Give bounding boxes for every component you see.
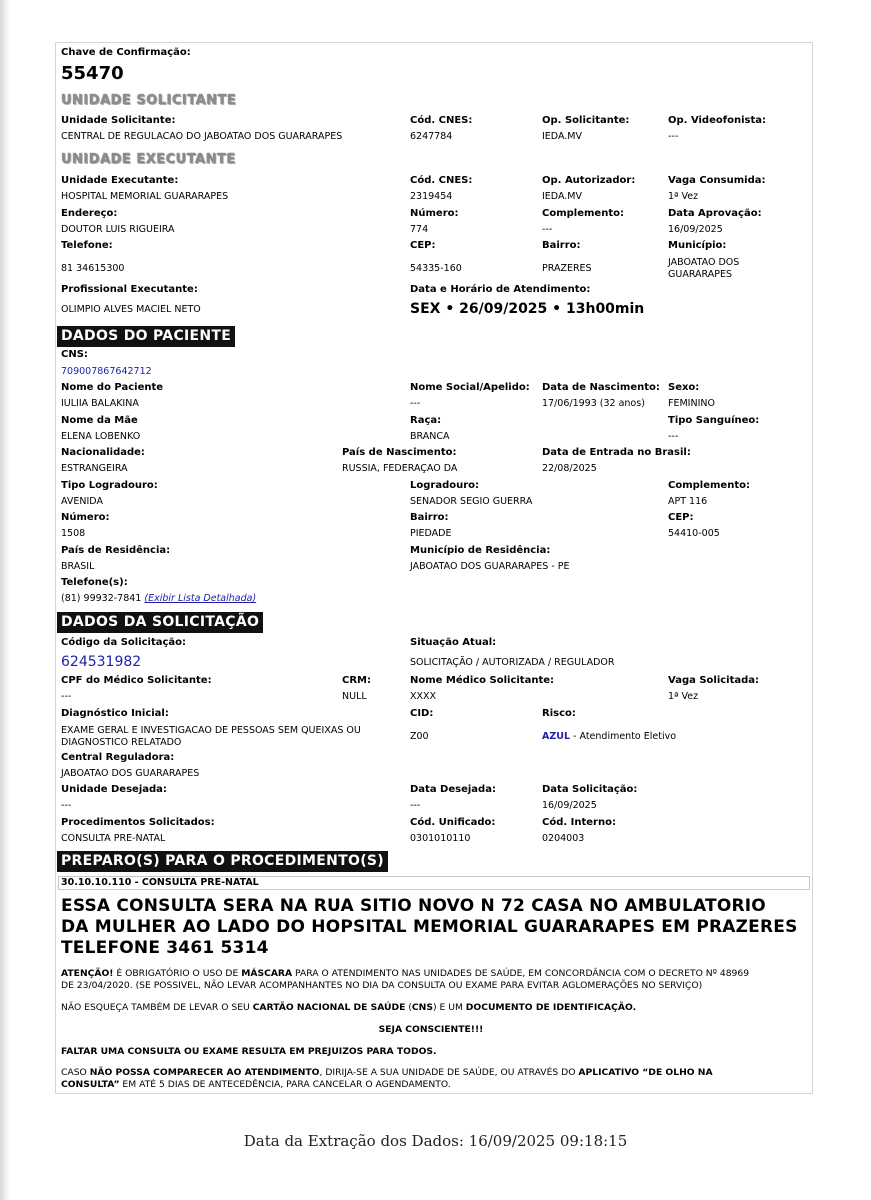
nome-mae-label: Nome da Mãe	[61, 415, 138, 426]
municipio-exec-value-line2: GUARARAPES	[668, 269, 733, 280]
cep-pac-label: CEP:	[668, 512, 694, 523]
notice-line-1: ESSA CONSULTA SERA NA RUA SITIO NOVO N 72 CASA NO AMBULATORIO	[61, 896, 766, 916]
procedimentos-value: CONSULTA PRE-NATAL	[61, 833, 166, 844]
cep-pac-value: 54410-005	[668, 528, 720, 539]
pais-nascimento-value: RUSSIA, FEDERAÇAO DA	[342, 463, 458, 474]
nome-medico-label: Nome Médico Solicitante:	[410, 675, 555, 686]
bairro-exec-label: Bairro:	[542, 240, 581, 251]
nome-paciente-label: Nome do Paciente	[61, 382, 164, 393]
telefones-label: Telefone(s):	[61, 577, 128, 588]
unidade-solicitante-label: Unidade Solicitante:	[61, 115, 176, 126]
endereco-label: Endereço:	[61, 208, 118, 219]
procedure-line: 30.10.10.110 - CONSULTA PRE-NATAL	[61, 877, 259, 888]
pais-residencia-label: País de Residência:	[61, 545, 171, 556]
cep-exec-label: CEP:	[410, 240, 436, 251]
complemento-pac-label: Complemento:	[668, 480, 750, 491]
unidade-desejada-value: ---	[61, 800, 72, 811]
telefones-row	[61, 593, 256, 605]
data-aprovacao-value: 16/09/2025	[668, 224, 723, 235]
complemento-exec-value: ---	[542, 224, 553, 235]
vaga-consumida-value: 1ª Vez	[668, 191, 699, 202]
diagnostico-value-line1: EXAME GERAL E INVESTIGACAO DE PESSOAS SEM QUEIXAS OU	[61, 725, 361, 736]
telefone-exec-label: Telefone:	[61, 240, 113, 251]
tipo-logradouro-value: AVENIDA	[61, 496, 103, 507]
atencao-text-1: É OBRIGATÓRIO O USO DE	[113, 968, 242, 979]
op-videofonista-value: ---	[668, 131, 679, 142]
data-aprovacao-label: Data Aprovação:	[668, 208, 762, 219]
profissional-label: Profissional Executante:	[61, 284, 198, 295]
central-reguladora-value: JABOATAO DOS GUARARAPES	[61, 768, 200, 779]
op-solicitante-label: Op. Solicitante:	[542, 115, 630, 126]
notice-line-2: DA MULHER AO LADO DO HOPSITAL MEMORIAL GUARARAPES EM PRAZERES	[61, 917, 798, 937]
seja-consciente: SEJA CONSCIENTE!!!	[378, 1024, 484, 1035]
cid-value: Z00	[410, 731, 429, 742]
cns-value: 709007867642712	[61, 366, 152, 377]
consulta-bold: CONSULTA”	[61, 1079, 120, 1090]
notice-line-3: TELEFONE 3461 5314	[61, 938, 269, 958]
page-edge-shadow	[0, 0, 10, 1200]
nome-social-label: Nome Social/Apelido:	[410, 382, 530, 393]
atendimento-value: SEX • 26/09/2025 • 13h00min	[410, 301, 645, 317]
cnes-exec-label: Cód. CNES:	[410, 175, 473, 186]
cpf-medico-label: CPF do Médico Solicitante:	[61, 675, 212, 686]
data-desejada-label: Data Desejada:	[410, 784, 496, 795]
data-solicitacao-label: Data Solicitação:	[542, 784, 638, 795]
mascara-bold: MÁSCARA	[241, 968, 293, 979]
cnes-sol-value: 6247784	[410, 131, 453, 142]
data-extracao: Data da Extração dos Dados: 16/09/2025 09:18:15	[243, 1132, 628, 1150]
consultation-location-notice	[61, 896, 811, 959]
unidade-executante-value: HOSPITAL MEMORIAL GUARARAPES	[61, 191, 229, 202]
municipio-exec-label: Município:	[668, 240, 727, 251]
raca-label: Raça:	[410, 415, 442, 426]
cid-label: CID:	[410, 708, 434, 719]
vaga-solicitada-value: 1ª Vez	[668, 691, 699, 702]
tipo-logradouro-label: Tipo Logradouro:	[61, 480, 158, 491]
dados-solicitacao-heading: DADOS DA SOLICITAÇÃO	[57, 612, 263, 633]
bairro-pac-label: Bairro:	[410, 512, 449, 523]
cpf-medico-value: ---	[61, 691, 72, 702]
cnes-exec-value: 2319454	[410, 191, 453, 202]
nome-paciente-value: IULIIA BALAKINA	[61, 398, 139, 409]
documento-bold: DOCUMENTO DE IDENTIFICAÇÃO.	[465, 1002, 637, 1013]
data-nascimento-value: 17/06/1993 (32 anos)	[542, 398, 645, 409]
cod-unificado-label: Cód. Unificado:	[410, 817, 496, 828]
confirmation-key-value: 55470	[61, 63, 124, 84]
atencao-paragraph	[61, 968, 801, 992]
telefones-value: (81) 99932-7841	[61, 593, 142, 604]
data-nascimento-label: Data de Nascimento:	[542, 382, 660, 393]
data-entrada-label: Data de Entrada no Brasil:	[542, 447, 691, 458]
logradouro-value: SENADOR SEGIO GUERRA	[410, 496, 533, 507]
vaga-solicitada-label: Vaga Solicitada:	[668, 675, 760, 686]
cep-exec-value: 54335-160	[410, 263, 462, 274]
atencao-text-2: PARA O ATENDIMENTO NAS UNIDADES DE SAÚDE, EM CONCORDÂNCIA COM O DECRETO Nº 48969	[292, 968, 750, 979]
exibir-lista-detalhada-link[interactable]: (Exibir Lista Detalhada)	[144, 593, 257, 604]
pais-residencia-value: BRASIL	[61, 561, 95, 572]
data-solicitacao-value: 16/09/2025	[542, 800, 597, 811]
aplicativo-bold: APLICATIVO “DE OLHO NA	[578, 1067, 713, 1078]
cartao-nacional-bold: CARTÃO NACIONAL DE SAÚDE	[252, 1002, 406, 1013]
codigo-solicitacao-label: Código da Solicitação:	[61, 637, 187, 648]
codigo-solicitacao-value: 624531982	[61, 654, 142, 670]
caso-text-3: EM ATÉ 5 DIAS DE ANTECEDÊNCIA, PARA CANCELAR O AGENDAMENTO.	[119, 1079, 451, 1090]
cancel-line-2	[61, 1079, 801, 1091]
confirmation-key-label: Chave de Confirmação:	[61, 47, 191, 58]
crm-value: NULL	[342, 691, 367, 702]
pais-nascimento-label: País de Nascimento:	[342, 447, 457, 458]
numero-exec-value: 774	[410, 224, 429, 235]
central-reguladora-label: Central Reguladora:	[61, 752, 175, 763]
profissional-value: OLIMPIO ALVES MACIEL NETO	[61, 304, 201, 315]
op-videofonista-label: Op. Videofonista:	[668, 115, 766, 126]
cns-label: CNS:	[61, 349, 88, 360]
op-autorizador-label: Op. Autorizador:	[542, 175, 636, 186]
tipo-sanguineo-value: ---	[668, 431, 679, 442]
nome-mae-value: ELENA LOBENKO	[61, 431, 141, 442]
risco-row	[542, 731, 676, 743]
cns-bold: CNS	[411, 1002, 433, 1013]
sexo-value: FEMININO	[668, 398, 715, 409]
risco-value: AZUL	[542, 731, 571, 742]
faltar-consulta: FALTAR UMA CONSULTA OU EXAME RESULTA EM PREJUIZOS PARA TODOS.	[61, 1046, 437, 1057]
nome-medico-value: XXXX	[410, 691, 437, 702]
preparo-heading: PREPARO(S) PARA O PROCEDIMENTO(S)	[57, 851, 388, 872]
atencao-bold: ATENÇÃO!	[61, 968, 114, 979]
municipio-exec-value-line1: JABOATAO DOS	[668, 257, 740, 268]
cancel-line-1	[61, 1067, 801, 1079]
complemento-exec-label: Complemento:	[542, 208, 624, 219]
raca-value: BRANCA	[410, 431, 450, 442]
numero-pac-value: 1508	[61, 528, 86, 539]
caso-text-1: CASO	[61, 1067, 90, 1078]
endereco-value: DOUTOR LUIS RIGUEIRA	[61, 224, 175, 235]
op-autorizador-value: IEDA.MV	[542, 191, 582, 202]
risco-description: - Atendimento Eletivo	[573, 731, 677, 742]
numero-pac-label: Número:	[61, 512, 110, 523]
cod-interno-label: Cód. Interno:	[542, 817, 616, 828]
bairro-exec-value: PRAZERES	[542, 263, 592, 274]
unidade-executante-label: Unidade Executante:	[61, 175, 179, 186]
lembrete-text-3: ) E UM	[432, 1002, 466, 1013]
situacao-label: Situação Atual:	[410, 637, 497, 648]
telefone-exec-value: 81 34615300	[61, 263, 125, 274]
atencao-line-1	[61, 968, 801, 980]
unidade-solicitante-value: CENTRAL DE REGULACAO DO JABOATAO DOS GUARARAPES	[61, 131, 343, 142]
lembrete-text-1: NÃO ESQUEÇA TAMBÉM DE LEVAR O SEU	[61, 1002, 253, 1013]
municipio-residencia-value: JABOATAO DOS GUARARAPES - PE	[410, 561, 570, 572]
vaga-consumida-label: Vaga Consumida:	[668, 175, 766, 186]
cnes-sol-label: Cód. CNES:	[410, 115, 473, 126]
numero-exec-label: Número:	[410, 208, 459, 219]
caso-text-2: , DIRIJA-SE A SUA UNIDADE DE SAÚDE, OU ATRAVÉS DO	[319, 1067, 579, 1078]
unidade-solicitante-heading: UNIDADE SOLICITANTE	[61, 93, 237, 108]
unidade-executante-heading: UNIDADE EXECUTANTE	[61, 152, 236, 167]
situacao-value: SOLICITAÇÃO / AUTORIZADA / REGULADOR	[410, 657, 615, 668]
data-desejada-value: ---	[410, 800, 421, 811]
complemento-pac-value: APT 116	[668, 496, 708, 507]
nacionalidade-label: Nacionalidade:	[61, 447, 145, 458]
cod-interno-value: 0204003	[542, 833, 585, 844]
tipo-sanguineo-label: Tipo Sanguíneo:	[668, 415, 760, 426]
crm-label: CRM:	[342, 675, 371, 686]
cod-unificado-value: 0301010110	[410, 833, 471, 844]
lembrete-text-2: (	[405, 1002, 412, 1013]
procedimentos-label: Procedimentos Solicitados:	[61, 817, 215, 828]
diagnostico-value-line2: DIAGNOSTICO RELATADO	[61, 737, 182, 748]
nacionalidade-value: ESTRANGEIRA	[61, 463, 128, 474]
atencao-line-2: DE 23/04/2020. (SE POSSIVEL, NÃO LEVAR ACOMPANHANTES NO DIA DA CONSULTA OU EXAME PARA EVITAR AGLOMERAÇÕES NO SERVIÇO)	[61, 980, 703, 991]
nome-social-value: ---	[410, 398, 421, 409]
op-solicitante-value: IEDA.MV	[542, 131, 582, 142]
dados-paciente-heading: DADOS DO PACIENTE	[57, 326, 235, 347]
lembrete-paragraph	[61, 1002, 801, 1014]
unidade-desejada-label: Unidade Desejada:	[61, 784, 167, 795]
bairro-pac-value: PIEDADE	[410, 528, 452, 539]
municipio-residencia-label: Município de Residência:	[410, 545, 551, 556]
logradouro-label: Logradouro:	[410, 480, 480, 491]
risco-label: Risco:	[542, 708, 576, 719]
sexo-label: Sexo:	[668, 382, 700, 393]
nao-possa-bold: NÃO POSSA COMPARECER AO ATENDIMENTO	[89, 1067, 320, 1078]
atendimento-label: Data e Horário de Atendimento:	[410, 284, 591, 295]
data-entrada-value: 22/08/2025	[542, 463, 597, 474]
diagnostico-label: Diagnóstico Inicial:	[61, 708, 169, 719]
cancelamento-paragraph	[61, 1067, 801, 1091]
